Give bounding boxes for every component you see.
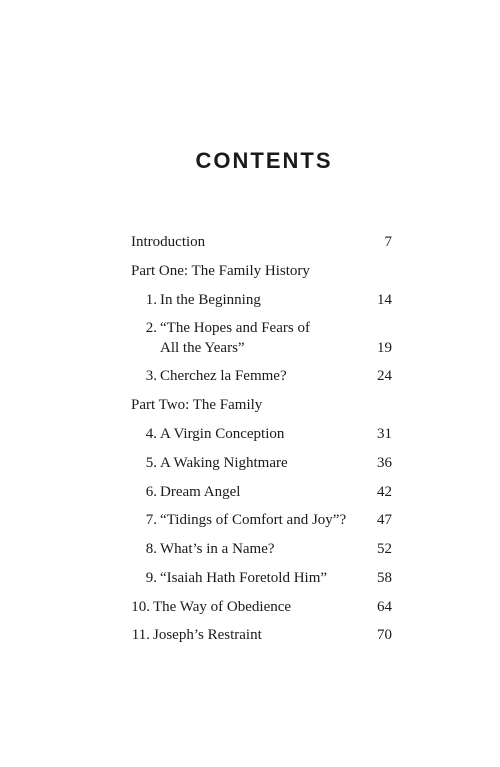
toc-entry-page: 64 [377,599,392,615]
toc-entry-chapter-8[interactable] [138,539,392,559]
toc-entry-page: 47 [377,512,392,528]
toc-entry-page: 42 [377,484,392,500]
toc-part-title: Part One: The Family History [131,263,310,279]
toc-entry-number: 10. [131,599,150,615]
toc-entry-chapter-2[interactable] [138,318,392,358]
toc-entry-chapter-6[interactable] [138,482,392,502]
toc-entry-chapter-7[interactable] [138,510,392,530]
toc-entry-title: “The Hopes and Fears of All the Years” [160,320,310,356]
toc-entry-chapter-1[interactable] [138,290,392,310]
contents-heading: CONTENTS [195,148,333,173]
toc-entry-page: 14 [377,292,392,308]
toc-entry-title: The Way of Obedience [153,599,292,615]
toc-part-one-heading[interactable] [131,261,392,281]
toc-entry-title: In the Beginning [160,292,261,308]
toc-entry-chapter-11[interactable] [131,625,392,645]
toc-entry-chapter-4[interactable] [138,424,392,444]
toc-entry-chapter-5[interactable] [138,453,392,473]
toc-entry-page: 70 [377,627,392,643]
toc-entry-number: 4. [145,426,157,442]
toc-entry-number: 6. [145,484,157,500]
toc-entry-number: 3. [145,368,157,384]
toc-part-title: Part Two: The Family [131,397,263,413]
toc-entry-page: 24 [377,368,392,384]
toc-entry-title: Introduction [131,234,206,250]
toc-entry-page: 36 [377,455,392,471]
toc-entry-title: A Waking Nightmare [160,455,288,471]
toc-entry-page: 19 [377,340,392,356]
toc-entry-number: 9. [145,570,157,586]
toc-entry-page: 52 [377,541,392,557]
toc-entry-title: A Virgin Conception [160,426,285,442]
toc-entry-title: Cherchez la Femme? [160,368,287,384]
toc-entry-number: 7. [145,512,157,528]
toc-entry-chapter-10[interactable] [131,597,392,617]
toc-entry-introduction[interactable] [131,232,392,252]
toc-entry-title: “Tidings of Comfort and Joy”? [160,512,347,528]
toc-entry-number: 2. [145,320,157,336]
toc-entry-chapter-9[interactable] [138,568,392,588]
toc-part-two-heading[interactable] [131,395,392,415]
toc-entry-page: 58 [377,570,392,586]
toc-entry-number: 8. [145,541,157,557]
toc-entry-title: What’s in a Name? [160,541,275,557]
toc-entry-page: 7 [384,234,392,250]
toc-entry-title: “Isaiah Hath Foretold Him” [160,570,328,586]
toc-entry-number: 11. [131,627,150,643]
toc-entry-title: Joseph’s Restraint [153,627,262,643]
toc-entry-number: 5. [145,455,157,471]
toc-entry-page: 31 [377,426,392,442]
toc-entry-chapter-3[interactable] [138,366,392,386]
toc-entry-title: Dream Angel [160,484,241,500]
toc-entry-number: 1. [145,292,157,308]
